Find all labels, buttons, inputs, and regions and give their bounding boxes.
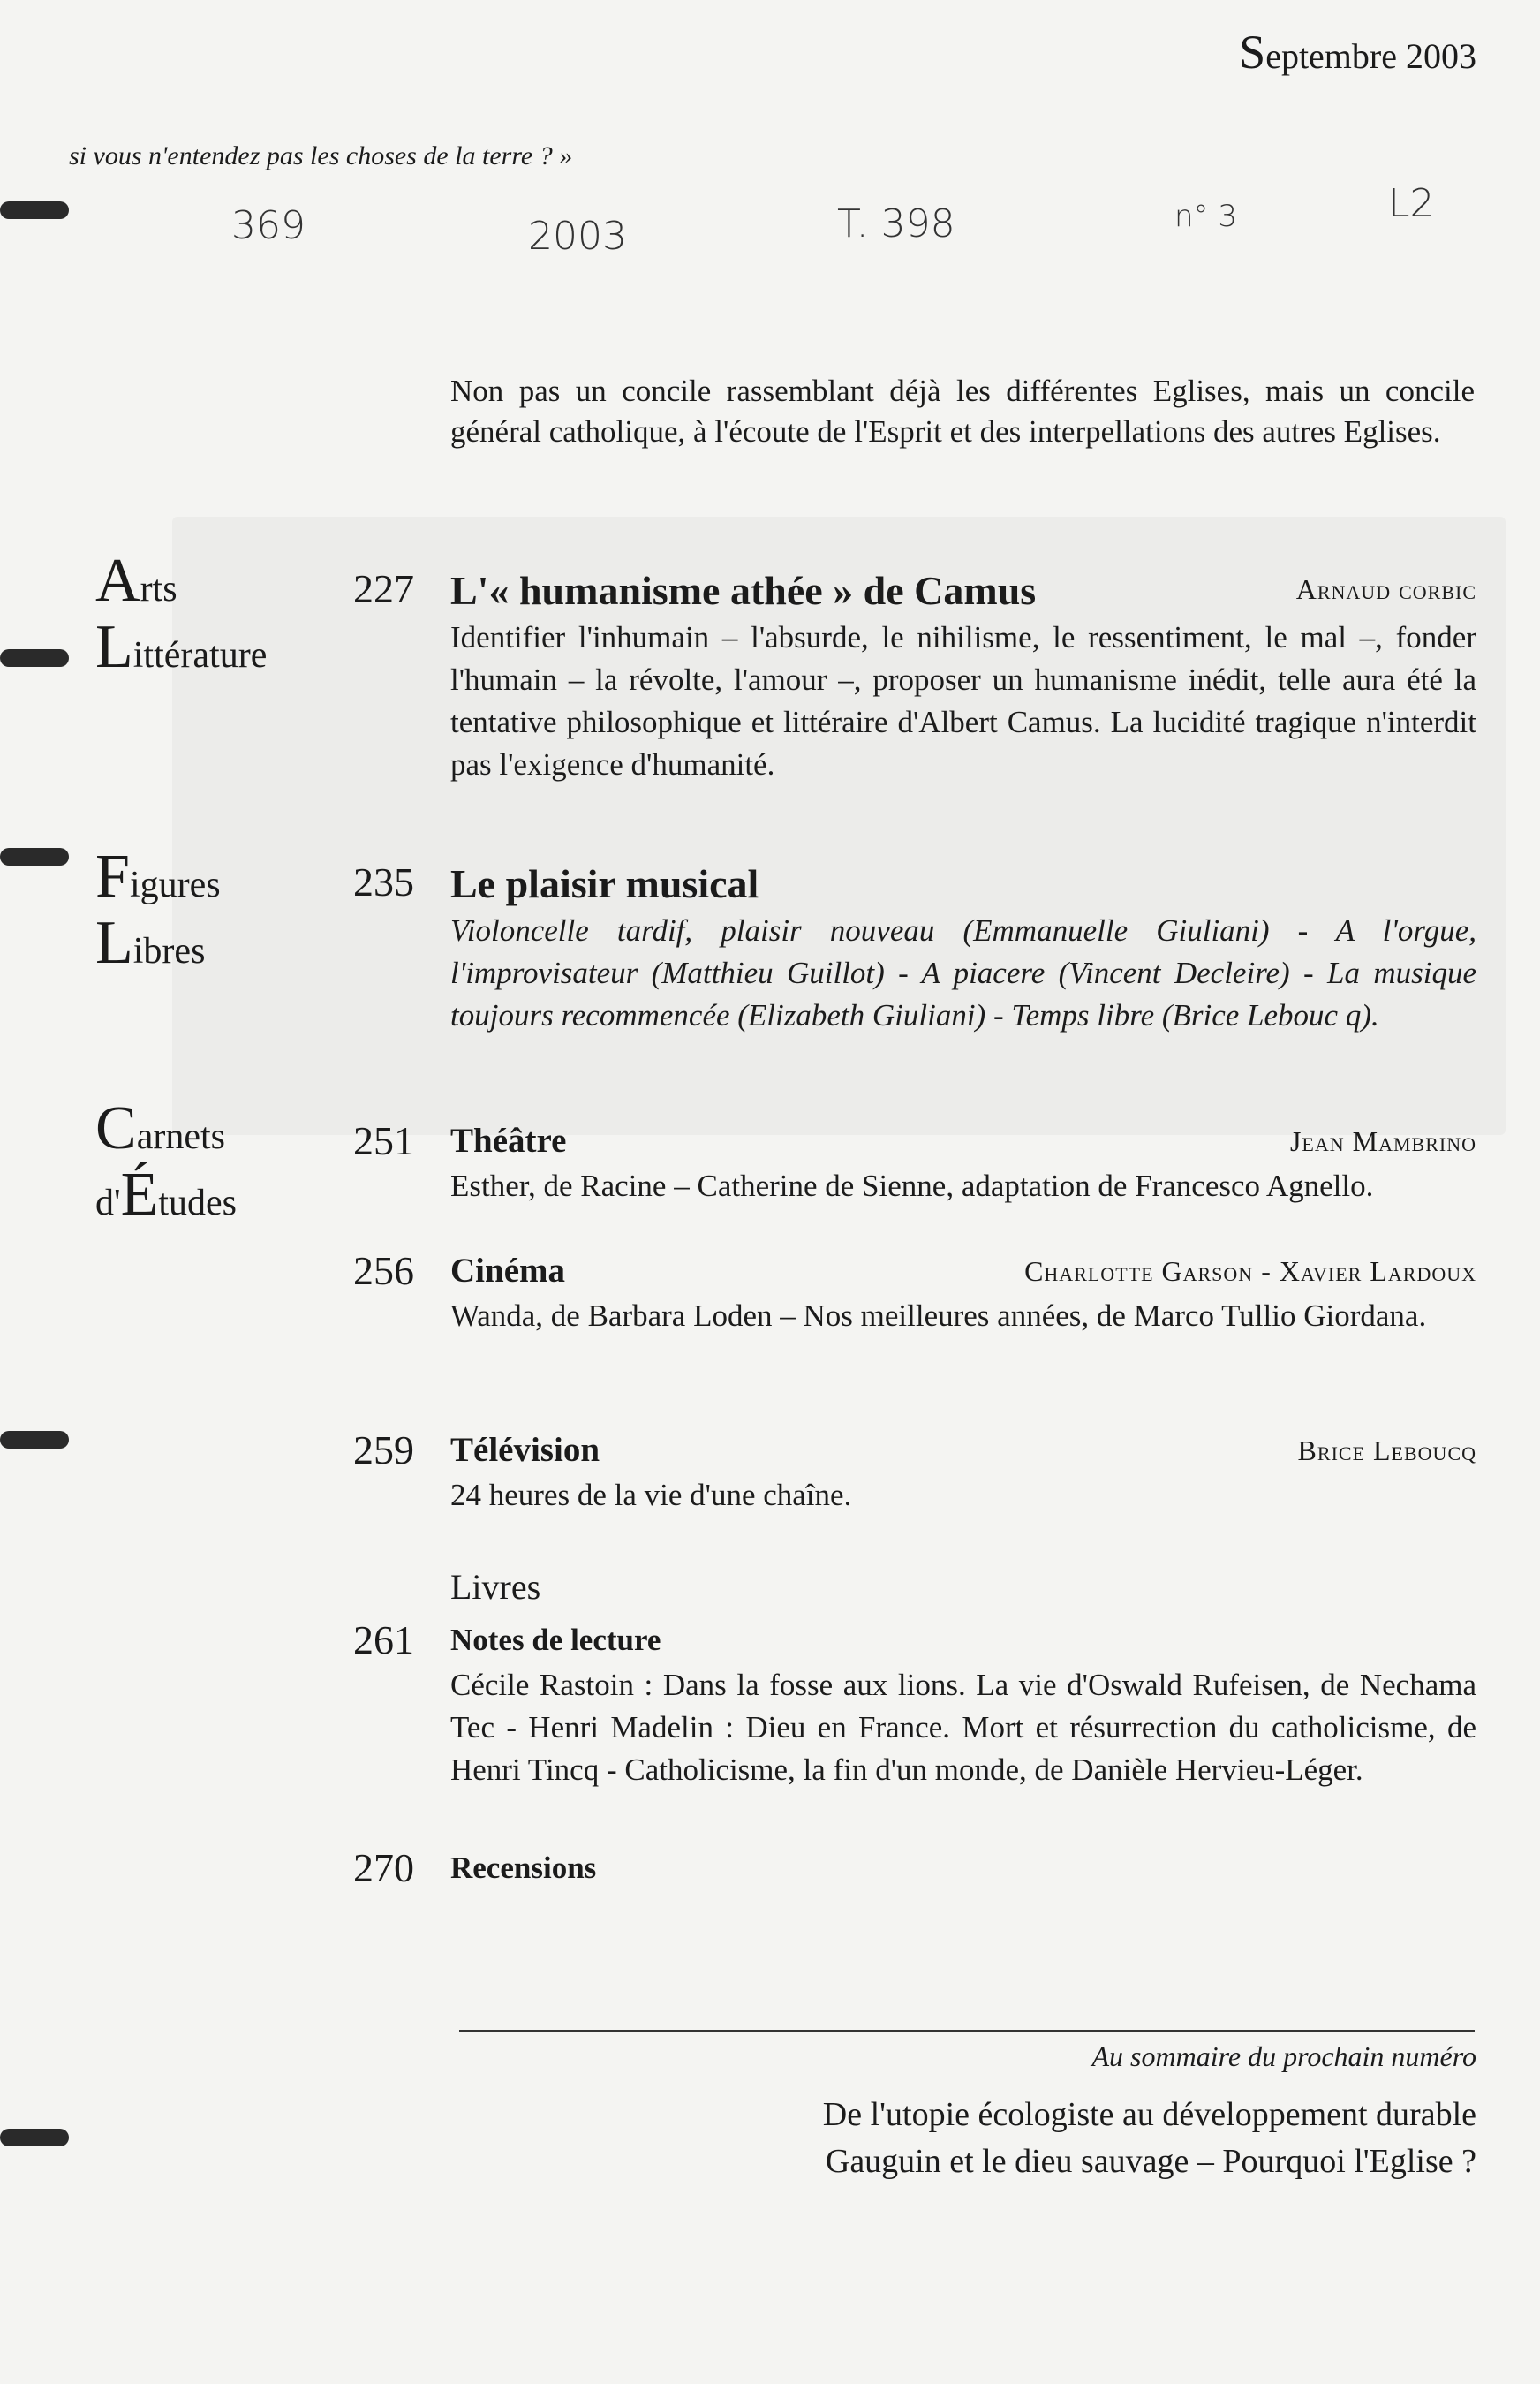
entry-description: 24 heures de la vie d'une chaîne. [450, 1478, 852, 1512]
livres-heading: Livres [450, 1567, 541, 1607]
entry-title: Le plaisir musical [450, 861, 759, 906]
handwritten-note: 369 [231, 203, 306, 248]
page-number: 235 [353, 859, 414, 904]
entry-author: Arnaud corbic [1295, 573, 1476, 605]
entry-description: Identifier l'inhumain – l'absurde, le nihilisme, le ressentiment, le mal –, fonder l'humain – la révolte, l'amour –, proposer un humanisme inédit, telle aura été la tentative philosophique et littéraire d'Albert Camus. La lucidité tragique n'interdit pas l'exigence d'humanité. [450, 620, 1476, 782]
entry-title: Télévision [450, 1431, 600, 1469]
page-number: 259 [353, 1427, 414, 1472]
entry-title: Cinéma [450, 1252, 565, 1290]
intro-paragraph: Non pas un concile rassemblant déjà les différentes Eglises, mais un concile général catholique, à l'écoute de l'Esprit et des interpellations des autres Eglises. [450, 374, 1475, 449]
entry-title: Notes de lecture [450, 1623, 661, 1657]
entry-author: Brice Leboucq [1297, 1434, 1476, 1466]
section-figures-libres: Figures Libres [95, 843, 221, 977]
next-issue-line: De l'utopie écologiste au développement durable [822, 2096, 1476, 2133]
section-carnets-etudes: Carnets d'Études [95, 1094, 237, 1229]
entry-description: Violoncelle tardif, plaisir nouveau (Emmanuelle Giuliani) - A l'orgue, l'improvisateur (Matthieu Guillot) - A piacere (Vincent Decleire) - La musique toujours recommencée (Elizabeth Giuliani) - Temps libre (Brice Lebouc q). [450, 913, 1476, 1033]
entry-author: Jean Mambrino [1289, 1125, 1476, 1157]
next-issue-label: Au sommaire du prochain numéro [1091, 2040, 1476, 2072]
entry-description: Wanda, de Barbara Loden – Nos meilleures années, de Marco Tullio Giordana. [450, 1298, 1427, 1333]
entry-author: Charlotte Garson - Xavier Lardoux [1024, 1255, 1476, 1287]
issue-date: Septembre 2003 [1239, 26, 1476, 79]
entry-title: Théâtre [450, 1122, 567, 1160]
page-number: 261 [353, 1617, 414, 1662]
handwritten-note: n° 3 [1174, 199, 1237, 234]
page-number: 256 [353, 1248, 414, 1293]
entry-description: Cécile Rastoin : Dans la fosse aux lions. La vie d'Oswald Rufeisen, de Nechama Tec - Henri Madelin : Dieu en France. Mort et résurrection du catholicisme, de Henri Tincq - Catholicisme, la fin d'un monde, de Danièle Hervieu-Léger. [450, 1668, 1476, 1787]
entry-title: Recensions [450, 1850, 597, 1885]
handwritten-note: L2 [1388, 181, 1435, 226]
page-number: 227 [353, 566, 414, 611]
page-number: 251 [353, 1118, 414, 1163]
divider [459, 2030, 1475, 2032]
epigraph-quote: si vous n'entendez pas les choses de la terre ? » [69, 141, 573, 170]
entry-title: L'« humanisme athée » de Camus [450, 568, 1037, 613]
handwritten-note: T. 398 [837, 201, 955, 246]
handwritten-note: 2003 [528, 214, 627, 259]
section-arts-litterature: Arts Littérature [95, 547, 268, 681]
page-number: 270 [353, 1845, 414, 1890]
entry-description: Esther, de Racine – Catherine de Sienne, adaptation de Francesco Agnello. [450, 1169, 1374, 1203]
next-issue-line: Gauguin et le dieu sauvage – Pourquoi l'Eglise ? [825, 2143, 1476, 2180]
